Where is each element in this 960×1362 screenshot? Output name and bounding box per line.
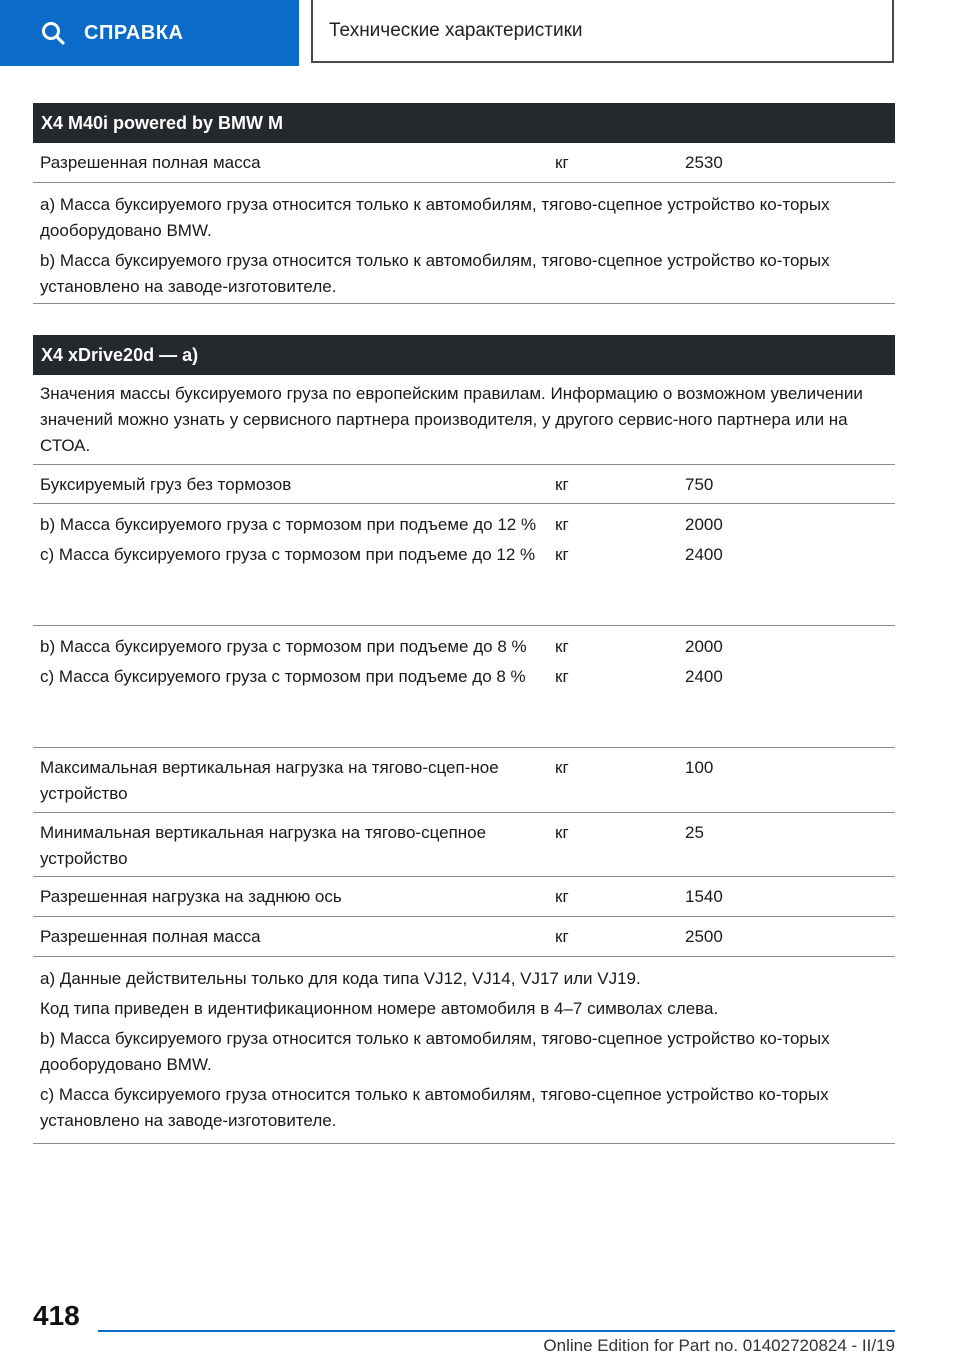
table-intro	[33, 375, 895, 465]
row-unit-c: кг	[555, 667, 569, 686]
row-label: Буксируемый груз без тормозов	[40, 475, 292, 494]
row-label: Максимальная вертикальная нагрузка на тягово-сцеп-ное устройство	[40, 758, 499, 803]
table-row	[33, 748, 895, 813]
search-tab[interactable]	[0, 0, 299, 66]
row-label: Минимальная вертикальная нагрузка на тягово-сцепное устройство	[40, 823, 487, 868]
footnote-b: b) Масса буксируемого груза относится только к автомобилям, тягово-сцепное устройство ко-торых установлено на заводе-изготовителе.	[40, 251, 830, 296]
row-unit: кг	[555, 475, 569, 494]
footnote-a-detail: Код типа приведен в идентификационном номере автомобиля в 4–7 символах слева.	[40, 999, 719, 1018]
row-unit: кг	[555, 153, 569, 172]
search-icon	[40, 20, 66, 46]
row-unit: кг	[555, 927, 569, 946]
row-value-c: 2400	[685, 667, 723, 686]
page-number: 418	[33, 1300, 80, 1331]
row-label-b: b) Масса буксируемого груза с тормозом при подъеме до 12 %	[40, 515, 537, 534]
row-unit: кг	[555, 887, 569, 906]
edition-text: Online Edition for Part no. 01402720824 - II/19	[543, 1336, 895, 1355]
row-value: 750	[685, 475, 714, 494]
row-unit: кг	[555, 758, 569, 777]
table-row	[33, 877, 895, 917]
row-value-b: 2000	[685, 637, 723, 656]
breadcrumb-title: Технические характеристики	[329, 19, 583, 41]
spec-table-x4-m40i	[33, 103, 895, 304]
table-notes	[33, 183, 895, 304]
row-label: Разрешенная нагрузка на заднюю ось	[40, 887, 342, 906]
row-value-c: 2400	[685, 545, 723, 564]
intro-text: Значения массы буксируемого груза по европейским правилам. Информацию о возможном увеличении значений можно узнать у сервисного партнера производителя, у другого сервис-ного партнера или на СТОА.	[40, 384, 863, 455]
footnote-a: a) Данные действительны только для кода типа VJ12, VJ14, VJ17 или VJ19.	[40, 969, 641, 988]
row-value-b: 2000	[685, 515, 723, 534]
row-label: Разрешенная полная масса	[40, 927, 261, 946]
row-value: 1540	[685, 887, 723, 906]
breadcrumb[interactable]	[311, 0, 894, 63]
table-notes	[33, 957, 895, 1144]
table-row	[33, 813, 895, 877]
footnote-a: a) Масса буксируемого груза относится только к автомобилям, тягово-сцепное устройство ко-торых дооборудовано BMW.	[40, 195, 830, 240]
table-row	[33, 465, 895, 504]
table-row	[33, 143, 895, 183]
section-label: СПРАВКА	[84, 21, 184, 44]
table-title: X4 xDrive20d — a)	[33, 335, 895, 375]
row-label-c: c) Масса буксируемого груза с тормозом при подъеме до 8 %	[40, 667, 526, 686]
row-value: 25	[685, 823, 704, 842]
row-unit-b: кг	[555, 515, 569, 534]
row-unit-b: кг	[555, 637, 569, 656]
row-value: 2530	[685, 153, 723, 172]
row-value: 100	[685, 758, 714, 777]
row-label: Разрешенная полная масса	[40, 153, 261, 172]
row-unit-c: кг	[555, 545, 569, 564]
row-label-b: b) Масса буксируемого груза с тормозом при подъеме до 8 %	[40, 637, 527, 656]
table-row	[33, 504, 895, 626]
row-unit: кг	[555, 823, 569, 842]
spec-table-x4-xdrive20d	[33, 335, 895, 1144]
row-label-c: c) Масса буксируемого груза с тормозом при подъеме до 12 %	[40, 545, 536, 564]
table-row	[33, 626, 895, 748]
footnote-b: b) Масса буксируемого груза относится только к автомобилям, тягово-сцепное устройство ко-торых дооборудовано BMW.	[40, 1029, 830, 1074]
table-row	[33, 917, 895, 957]
table-title: X4 M40i powered by BMW M	[33, 103, 895, 143]
footer-divider	[98, 1330, 895, 1332]
row-value: 2500	[685, 927, 723, 946]
footnote-c: c) Масса буксируемого груза относится только к автомобилям, тягово-сцепное устройство ко-торых установлено на заводе-изготовителе.	[40, 1085, 829, 1130]
